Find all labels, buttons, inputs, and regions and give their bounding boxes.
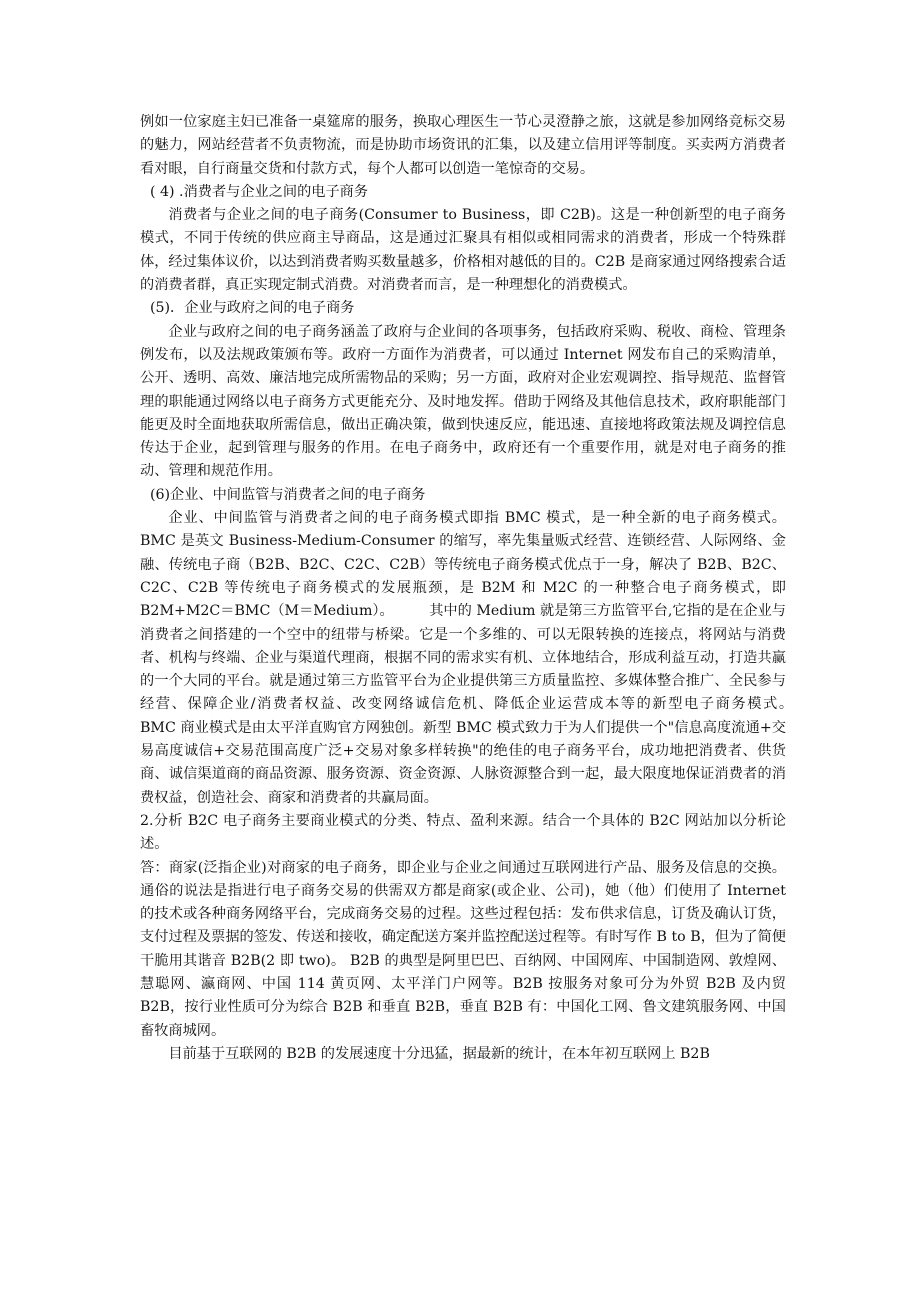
paragraph-b2g: 企业与政府之间的电子商务涵盖了政府与企业间的各项事务，包括政府采购、税收、商检、管理条例发布，以及法规政策颁布等。政府一方面作为消费者，可以通过 Internet 网发布自己的采购清单，公开、透明、高效、廉洁地完成所需物品的采购；另一方面，政府对企业宏观调控、指导规范、监督管理的职能通过网络以电子商务方式更能充分、及时地发挥。借助于网络及其他信息技术，政府职能部门能更及时全面地获取所需信息，做出正确决策，做到快速反应，能迅速、直接地将政策法规及调控信息传达于企业，起到管理与服务的作用。在电子商务中，政府还有一个重要作用，就是对电子商务的推动、管理和规范作用。	[140, 323, 786, 480]
paragraph-b2b-growth: 目前基于互联网的 B2B 的发展速度十分迅猛，据最新的统计，在本年初互联网上 B2B	[168, 1045, 710, 1062]
heading-b2g: (5)．企业与政府之间的电子商务	[149, 300, 355, 317]
body-text	[140, 111, 829, 1066]
paragraph-c2b: 消费者与企业之间的电子商务(Consumer to Business，即 C2B)。这是一种创新型的电子商务模式，不同于传统的供应商主导商品，这是通过汇聚具有相似或相同需求的消费者，形成一个特殊群体，经过集体议价，以达到消费者购买数量越多，价格相对越低的目的。C2B 是商家通过网络搜索合适的消费者群，真正实现定制式消费。对消费者而言，是一种理想化的消费模式。	[140, 207, 786, 294]
question-2: 2.分析 B2C 电子商务主要商业模式的分类、特点、盈利来源。结合一个具体的 B2C 网站加以分析论述。	[140, 812, 786, 853]
answer-2: 答：商家(泛指企业)对商家的电子商务，即企业与企业之间通过互联网进行产品、服务及信息的交换。通俗的说法是指进行电子商务交易的供需双方都是商家(或企业、公司)，她（他）们使用了 Internet 的技术或各种商务网络平台，完成商务交易的过程。这些过程包括：发布供求信息，订货及确认订货，支付过程及票据的签发、传送和接收，确定配送方案并监控配送过程等。有时写作 B to B，但为了简便干脆用其谐音 B2B(2 即 two)。 B2B 的典型是阿里巴巴、百纳网、中国网库、中国制造网、敦煌网、慧聪网、瀛商网、中国 114 黄页网、太平洋门户网等。B2B 按服务对象可分为外贸 B2B 及内贸 B2B，按行业性质可分为综合 B2B 和垂直 B2B，垂直 B2B 有：中国化工网、鲁文建筑服务网、中国畜牧商城网。	[140, 859, 786, 1039]
heading-bmc: (6)企业、中间监管与消费者之间的电子商务	[149, 486, 426, 503]
paragraph-c2c-continued: 例如一位家庭主妇已准备一桌筵席的服务，换取心理医生一节心灵澄静之旅，这就是参加网络竞标交易的魅力，网站经营者不负责物流，而是协助市场资讯的汇集，以及建立信用评等制度。买卖两方消费者看对眼，自行商量交货和付款方式，每个人都可以创造一笔惊奇的交易。	[140, 114, 786, 177]
paragraph-bmc: 企业、中间监管与消费者之间的电子商务模式即指 BMC 模式，是一种全新的电子商务模式。BMC 是英文 Business-Medium-Consumer 的缩写，率先集量贩式经营、连锁经营、人际网络、金融、传统电子商（B2B、B2C、C2C、C2B）等传统电子商务模式优点于一身，解决了 B2B、B2C、C2C、C2B 等传统电子商务模式的发展瓶颈，是 B2M 和 M2C 的一种整合电子商务模式，即 B2M+M2C＝BMC（M＝Medium）。 其中的 Medium 就是第三方监管平台,它指的是在企业与消费者之间搭建的一个空中的纽带与桥梁。它是一个多维的、可以无限转换的连接点，将网站与消费者、机构与终端、企业与渠道代理商，根据不同的需求实有机、立体地结合，形成利益互动，打造共赢的一个大同的平台。就是通过第三方监管平台为企业提供第三方质量监控、多媒体整合推广、全民参与经营、保障企业/消费者权益、改变网络诚信危机、降低企业运营成本等的新型电子商务模式。 BMC 商业模式是由太平洋直购官方网独创。新型 BMC 模式致力于为人们提供一个"信息高度流通+交易高度诚信+交易范围高度广泛+交易对象多样转换"的绝佳的电子商务平台，成功地把消费者、供货商、诚信渠道商的商品资源、服务资源、资金资源、人脉资源整合到一起，最大限度地保证消费者的消费权益，创造社会、商家和消费者的共赢局面。	[140, 510, 829, 806]
heading-c2b: ( 4) .消费者与企业之间的电子商务	[149, 183, 369, 200]
